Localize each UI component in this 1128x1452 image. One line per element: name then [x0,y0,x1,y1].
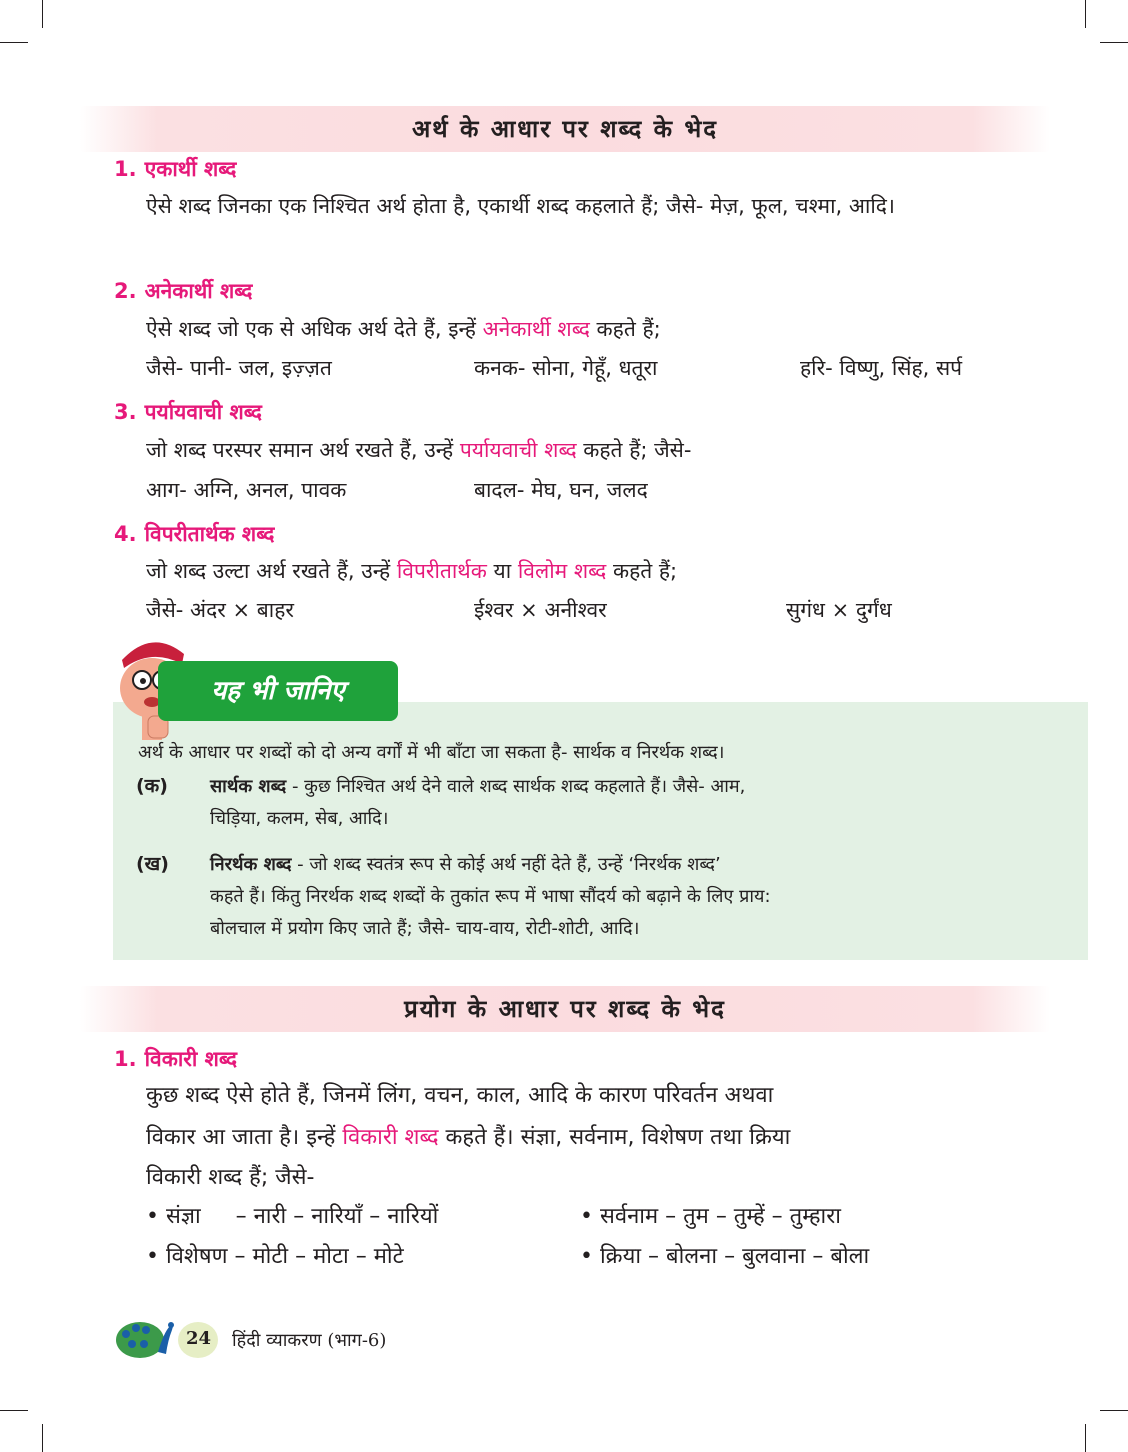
example: बादल- मेघ, घन, जलद [474,478,648,502]
example: जैसे- पानी- जल, इज़्ज़त [146,356,332,380]
bullet-item: • क्रिया – बोलना – बुलवाना – बोला [580,1244,870,1269]
crop-mark [42,0,43,28]
know-tag-label: यह भी जानिए [211,676,345,706]
section-heading: 1. एकार्थी शब्द [114,157,237,181]
box-item-line: बोलचाल में प्रयोग किए जाते हैं; जैसे- चाय-वाय, रोटी-शोटी, आदि। [210,918,640,939]
box-item-line: निरर्थक शब्द - जो शब्द स्वतंत्र रूप से कोई अर्थ नहीं देते हैं, उन्हें ‘निरर्थक शब्द’ [210,854,721,875]
paragraph: ऐसे शब्द जो एक से अधिक अर्थ देते हैं, इन्हें अनेकार्थी शब्द कहते हैं; [146,317,661,341]
paragraph: कुछ शब्द ऐसे होते हैं, जिनमें लिंग, वचन, काल, आदि के कारण परिवर्तन अथवा [146,1083,774,1108]
section-banner [80,106,1050,152]
crop-mark [1085,1424,1086,1452]
box-item-line: कहते हैं। किंतु निरर्थक शब्द शब्दों के तुकांत रूप में भाषा सौंदर्य को बढ़ाने के लिए प्राय: [210,886,771,907]
section-title: अर्थ के आधार पर शब्द के भेद [411,115,719,143]
section-title: प्रयोग के आधार पर शब्द के भेद [404,995,726,1023]
example: कनक- सोना, गेहूँ, धतूरा [474,356,658,380]
example: आग- अग्नि, अनल, पावक [146,478,347,502]
know-tag [158,661,398,721]
paragraph: जो शब्द परस्पर समान अर्थ रखते हैं, उन्हें पर्यायवाची शब्द कहते हैं; जैसे- [146,438,692,462]
crop-mark [0,1410,28,1411]
paragraph: विकार आ जाता है। इन्हें विकारी शब्द कहते हैं। संज्ञा, सर्वनाम, विशेषण तथा क्रिया [146,1125,791,1150]
paragraph: विकारी शब्द हैं; जैसे- [146,1165,315,1190]
section-heading: 4. विपरीतार्थक शब्द [114,522,275,546]
crop-mark [1085,0,1086,28]
crop-mark [1100,42,1128,43]
crop-mark [1100,1410,1128,1411]
box-item-label: (ख) [136,853,169,875]
section-heading: 3. पर्यायवाची शब्द [114,400,262,424]
crop-mark [42,1424,43,1452]
section-heading: 1. विकारी शब्द [114,1047,238,1071]
paragraph: ऐसे शब्द जिनका एक निश्चित अर्थ होता है, एकार्थी शब्द कहलाते हैं; जैसे- मेज़, फूल, चश्मा, आदि। [146,194,895,218]
crop-mark [0,42,28,43]
bullet-item: • संज्ञा – नारी – नारियाँ – नारियों [146,1204,439,1229]
box-intro: अर्थ के आधार पर शब्दों को दो अन्य वर्गों में भी बाँटा जा सकता है- सार्थक व निरर्थक शब्द। [138,742,725,763]
book-title: हिंदी व्याकरण (भाग-6) [232,1330,387,1351]
section-heading: 2. अनेकार्थी शब्द [114,279,253,303]
box-item-label: (क) [136,775,168,797]
example: जैसे- अंदर × बाहर [146,598,294,622]
bullet-item: • विशेषण – मोटी – मोटा – मोटे [146,1244,404,1269]
page-number: 24 [186,1328,212,1349]
example: ईश्वर × अनीश्वर [474,598,607,622]
box-item-line: सार्थक शब्द - कुछ निश्चित अर्थ देने वाले शब्द सार्थक शब्द कहलाते हैं। जैसे- आम, [210,776,746,797]
peacock-icon [112,1312,180,1362]
box-item-line: चिड़िया, कलम, सेब, आदि। [210,808,389,829]
example: हरि- विष्णु, सिंह, सर्प [800,356,963,380]
example: सुगंध × दुर्गंध [786,598,892,622]
section-banner [80,986,1050,1032]
paragraph: जो शब्द उल्टा अर्थ रखते हैं, उन्हें विपरीतार्थक या विलोम शब्द कहते हैं; [146,559,678,583]
bullet-item: • सर्वनाम – तुम – तुम्हें – तुम्हारा [580,1204,841,1229]
